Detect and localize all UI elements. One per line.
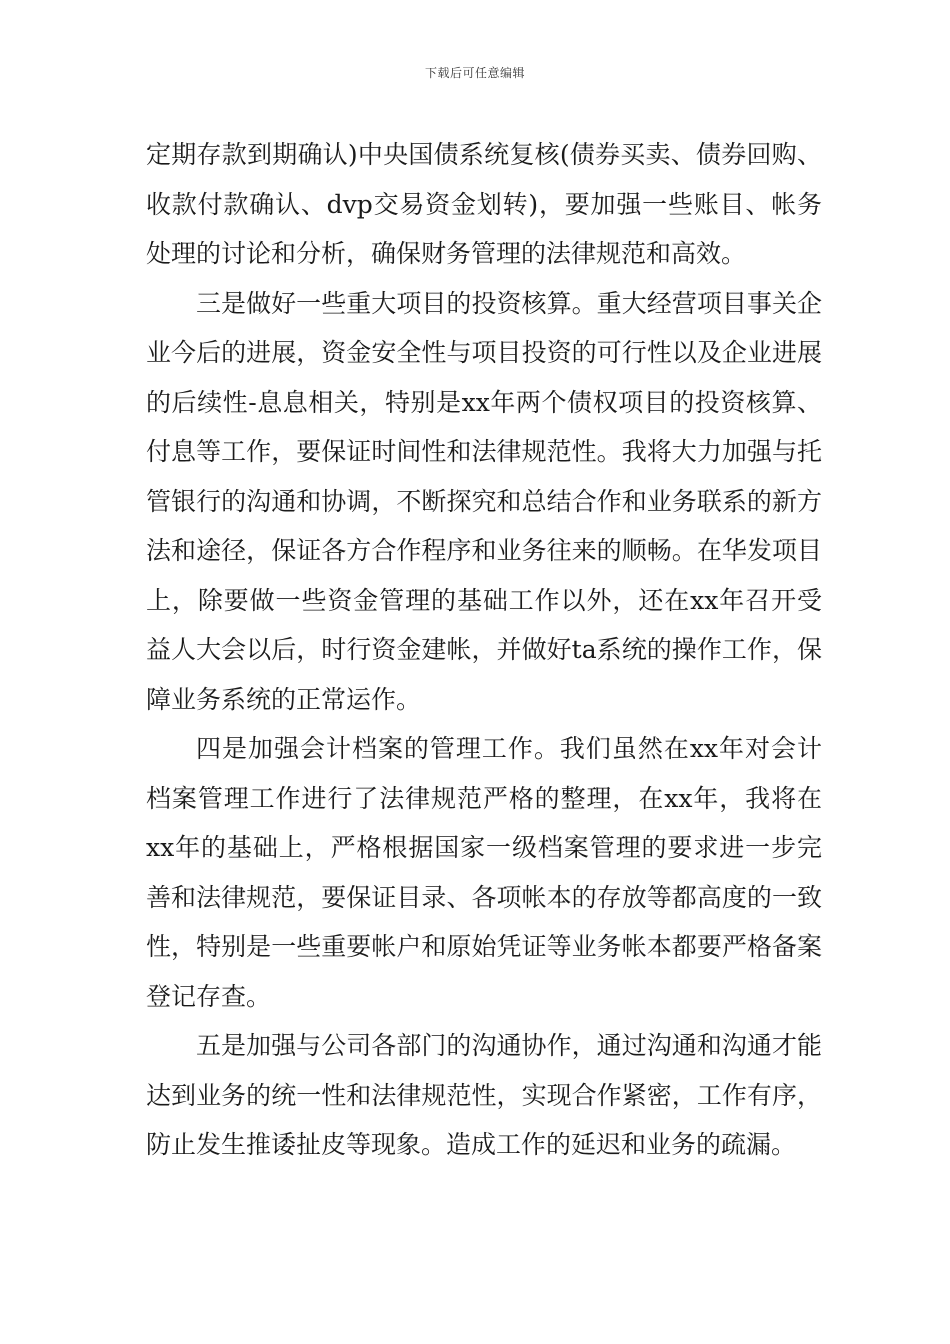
paragraph-item-five: 五是加强与公司各部门的沟通协作，通过沟通和沟通才能达到业务的统一性和法律规范性，实现合作紧密，工作有序，防止发生推诿扯皮等现象。造成工作的延迟和业务的疏漏。 [146,1031,822,1159]
page-header: 下载后可任意编辑 [424,66,525,80]
paragraph-item-three: 三是做好一些重大项目的投资核算。重大经营项目事关企业今后的进展，资金安全性与项目投资的可行性以及企业进展的后续性-息息相关，特别是xx年两个债权项目的投资核算、付息等工作，要保证时间性和法律规范性。我将大力加强与托管银行的沟通和协调，不断探究和总结合作和业务联系的新方法和途径，保证各方合作程序和业务往来的顺畅。在华发项目上，除要做一些资金管理的基础工作以外，还在xx年召开受益人大会以后，时行资金建帐，并做好ta系统的操作工作，保障业务系统的正常运作。 [146,288,822,714]
paragraph-continuation: 定期存款到期确认)中央国债系统复核(债券买卖、债券回购、收款付款确认、dvp交易资金划转)，要加强一些账目、帐务处理的讨论和分析，确保财务管理的法律规范和高效。 [146,140,822,268]
document-body [146,130,822,1170]
paragraph-item-four: 四是加强会计档案的管理工作。我们虽然在xx年对会计档案管理工作进行了法律规范严格的整理，在xx年，我将在xx年的基础上，严格根据国家一级档案管理的要求进一步完善和法律规范，要保证目录、各项帐本的存放等都高度的一致性，特别是一些重要帐户和原始凭证等业务帐本都要严格备案登记存查。 [146,734,822,1011]
